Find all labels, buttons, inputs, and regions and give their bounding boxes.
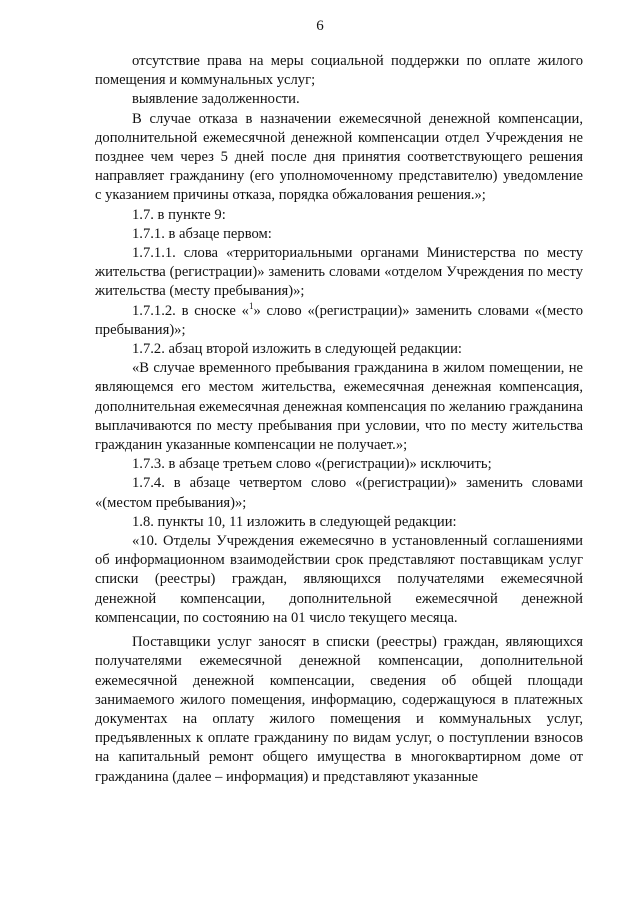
paragraph: «10. Отделы Учреждения ежемесячно в установленный соглашениями об информационном взаимодействии срок представляют поставщикам услуг списки (реестры) граждан, являющихся получателями ежемесячной денежной компенсации, дополнительной ежемесячной денежной компенсации, по состоянию на 01 число текущего месяца.: [95, 533, 583, 626]
paragraph: 1.7.4. в абзаце четвертом слово «(регистрации)» заменить словами «(местом пребывания)»;: [95, 475, 583, 511]
paragraph: 1.7.1. в абзаце первом:: [132, 225, 272, 242]
paragraph: выявление задолженности.: [132, 91, 300, 108]
paragraph: 1.7.2. абзац второй изложить в следующей редакции:: [132, 341, 462, 358]
paragraph: отсутствие права на меры социальной поддержки по оплате жилого помещения и коммунальных услуг;: [95, 53, 583, 89]
paragraph-text-before: 1.7.1.2. в сноске «: [132, 302, 249, 319]
page-number: 6: [316, 18, 324, 34]
paragraph-footnote-reference: [95, 302, 583, 340]
paragraph: В случае отказа в назначении ежемесячной денежной компенсации, дополнительной ежемесячной денежной компенсации отдел Учреждения не позднее чем через 5 дней после дня принятия соответствующего решения направляет гражданину (его уполномоченному представителю) уведомление с указанием причины отказа, порядка обжалования решения.»;: [95, 110, 583, 204]
paragraph: 1.7. в пункте 9:: [132, 206, 226, 223]
paragraph: Поставщики услуг заносят в списки (реестры) граждан, являющихся получателями ежемесячной денежной компенсации, дополнительной ежемесячной денежной компенсации, сведения об общей площади занимаемого жилого помещения, информацию, содержащуюся в платежных документах на оплату жилого помещения и коммунальных услуг, предъявленных к оплате гражданину по видам услуг, о поступлении взносов на капитальный ремонт общего имущества в многоквартирном доме от гражданина (далее – информация) и представляют указанные: [95, 634, 583, 785]
paragraph: 1.7.1.1. слова «территориальными органами Министерства по месту жительства (регистрации)» заменить словами «отделом Учреждения по месту жительства (месту пребывания)»;: [95, 245, 583, 300]
paragraph: 1.7.3. в абзаце третьем слово «(регистрации)» исключить;: [132, 456, 492, 473]
paragraph: «В случае временного пребывания гражданина в жилом помещении, не являющемся его местом жительства, ежемесячная денежная компенсация, дополнительная ежемесячная денежная компенсация по желанию гражданина выплачиваются по месту пребывания при условии, что по месту жительства гражданин указанные компенсации не получает.»;: [95, 360, 583, 454]
footnote-marker: 1: [248, 300, 254, 311]
paragraph-text-after: » слово «(регистрации)» заменить словами «(место пребывания)»;: [95, 302, 583, 338]
document-body: [95, 52, 583, 787]
paragraph: 1.8. пункты 10, 11 изложить в следующей редакции:: [132, 513, 457, 530]
